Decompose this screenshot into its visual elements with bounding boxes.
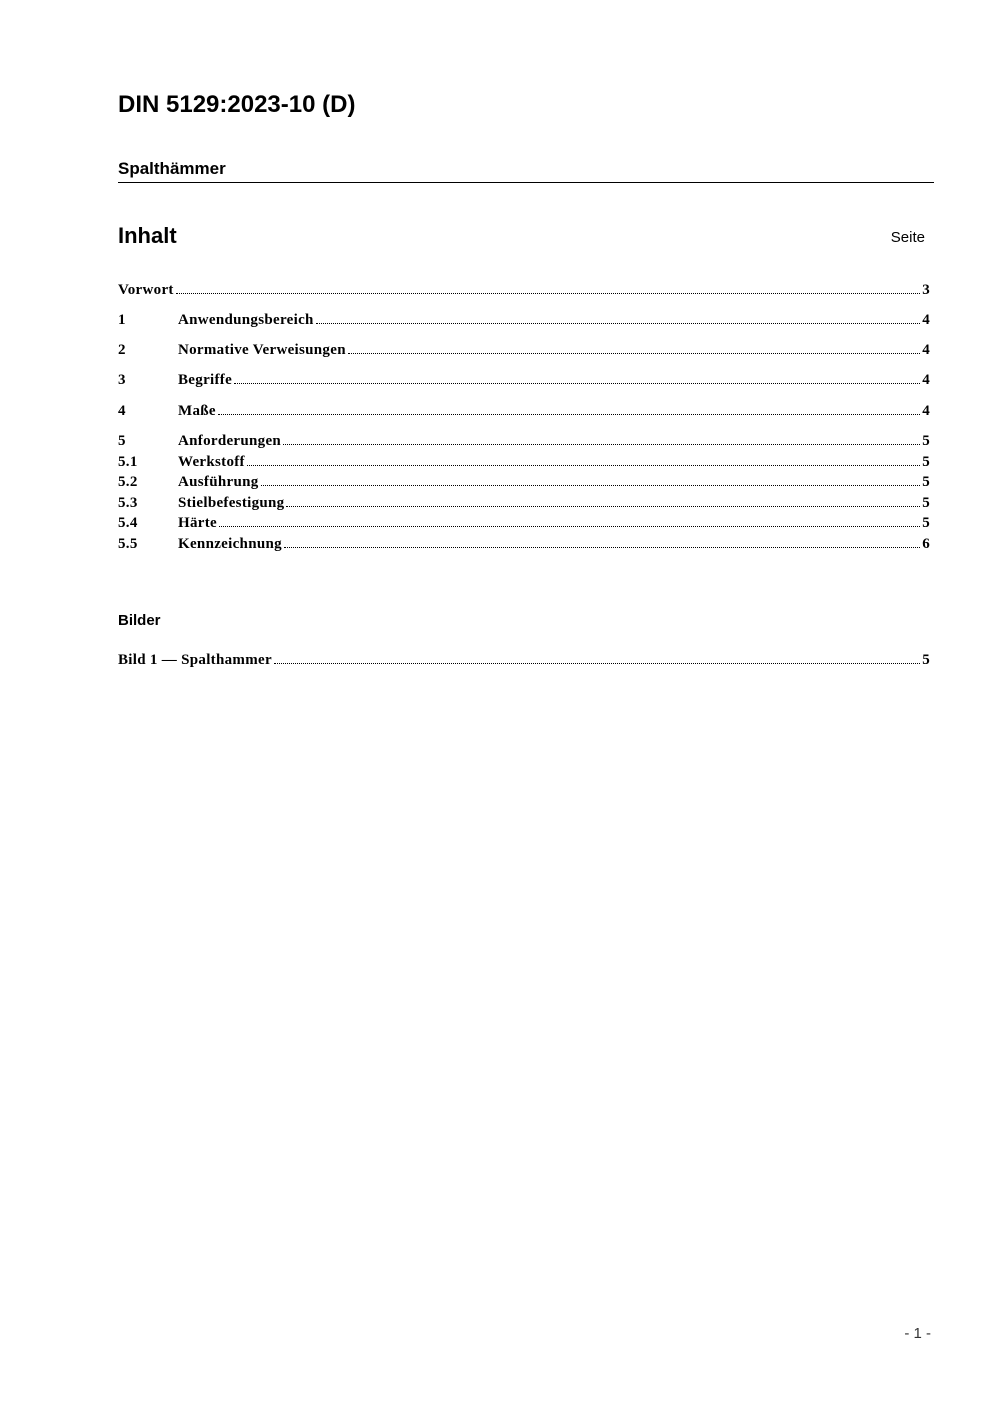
toc-entry-title: Begriffe	[178, 372, 233, 388]
figure-entry-page: 5	[922, 652, 930, 668]
toc-entry-page: 4	[922, 403, 930, 419]
title-divider	[118, 182, 934, 183]
toc-entry-page: 6	[922, 536, 930, 552]
toc-dot-leader	[286, 494, 920, 507]
figure-entry-1[interactable]	[118, 650, 930, 670]
toc-dot-leader	[247, 453, 920, 466]
toc-entry-5-3[interactable]	[118, 493, 930, 513]
toc-entry-3[interactable]	[118, 370, 930, 390]
toc-entry-vorwort[interactable]	[118, 280, 930, 300]
toc-entry-page: 5	[922, 515, 930, 531]
toc-entry-number: 5.3	[118, 495, 138, 511]
toc-entry-number: 5.2	[118, 474, 138, 490]
toc-entry-5-4[interactable]	[118, 513, 930, 533]
toc-entry-number: 5	[118, 433, 126, 449]
toc-page-column-label: Seite	[890, 229, 925, 246]
toc-entry-title: Stielbefestigung	[178, 495, 285, 511]
toc-entry-page: 4	[922, 372, 930, 388]
toc-entry-title: Anforderungen	[178, 433, 282, 449]
toc-dot-leader	[274, 651, 920, 664]
document-title: DIN 5129:2023-10 (D)	[118, 91, 356, 118]
toc-entry-4[interactable]	[118, 401, 930, 421]
toc-entry-title: Vorwort	[118, 282, 174, 298]
toc-dot-leader	[176, 281, 920, 294]
toc-entry-number: 2	[118, 342, 126, 358]
toc-entry-title: Ausführung	[178, 474, 259, 490]
toc-dot-leader	[316, 311, 921, 324]
toc-dot-leader	[261, 473, 921, 486]
toc-dot-leader	[284, 535, 920, 548]
toc-entry-number: 5.5	[118, 536, 138, 552]
toc-entry-2[interactable]	[118, 340, 930, 360]
toc-entry-number: 1	[118, 312, 126, 328]
figures-heading: Bilder	[118, 612, 161, 629]
toc-entry-5-2[interactable]	[118, 472, 930, 492]
figure-entry-title: Bild 1 — Spalthammer	[118, 652, 272, 668]
toc-entry-5-1[interactable]	[118, 452, 930, 472]
toc-dot-leader	[348, 341, 920, 354]
toc-dot-leader	[218, 402, 920, 415]
toc-entry-page: 5	[922, 454, 930, 470]
toc-dot-leader	[234, 371, 920, 384]
toc-entry-page: 5	[922, 495, 930, 511]
toc-entry-number: 5.1	[118, 454, 138, 470]
toc-entry-1[interactable]	[118, 310, 930, 330]
toc-entry-title: Maße	[178, 403, 216, 419]
toc-entry-title: Härte	[178, 515, 217, 531]
toc-entry-page: 5	[922, 433, 930, 449]
toc-entry-page: 4	[922, 312, 930, 328]
toc-entry-page: 3	[922, 282, 930, 298]
toc-entry-number: 4	[118, 403, 126, 419]
document-subtitle: Spalthämmer	[118, 159, 226, 178]
toc-entry-number: 3	[118, 372, 126, 388]
toc-dot-leader	[283, 432, 920, 445]
toc-entry-5-5[interactable]	[118, 534, 930, 554]
toc-entry-title: Anwendungsbereich	[178, 312, 314, 328]
toc-entry-number: 5.4	[118, 515, 138, 531]
toc-dot-leader	[219, 514, 920, 527]
toc-entry-5[interactable]	[118, 431, 930, 451]
toc-entry-title: Werkstoff	[178, 454, 245, 470]
toc-heading: Inhalt	[118, 223, 177, 248]
toc-entry-page: 4	[922, 342, 930, 358]
toc-entry-title: Normative Verweisungen	[178, 342, 346, 358]
page-number: - 1 -	[904, 1325, 931, 1342]
toc-entry-page: 5	[922, 474, 930, 490]
toc-entry-title: Kennzeichnung	[178, 536, 282, 552]
